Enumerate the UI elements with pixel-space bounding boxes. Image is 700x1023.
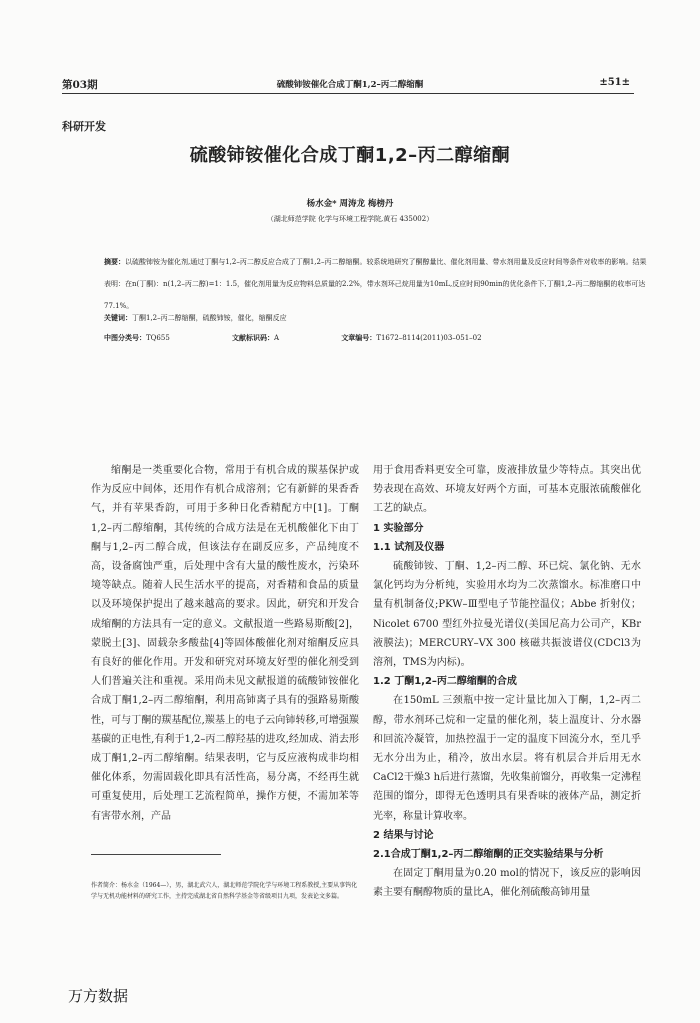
header-page-number: ±51± xyxy=(599,77,630,88)
abstract-label: 摘要： xyxy=(104,257,125,266)
affiliation: （湖北师范学院 化学与环境工程学院,黄石 435002） xyxy=(266,215,434,223)
intro-paragraph: 缩酮是一类重要化合物，常用于有机合成的羰基保护或作为反应中间体，还用作有机合成溶剂；它有新鲜的果香香气，并有苹果香韵，可用于多种日化香精配方中[1]。丁酮1,2–丙二醇缩酮，其传统的合成方法是在无机酸催化下由丁酮与1,2–丙二醇合成，但该法存在副反应多，产品纯度不高，设备腐蚀严重，后处理中含有大量的酸性废水，污染环境等缺点。随着人民生活水平的提高，对香精和食品的质量以及环境保护提出了越来越高的要求。因此，研究和开发合成缩酮的方法具有一定的意义。文献报道一些路易斯酸[2]，蒙脱土[3]、固载杂多酸盐[4]等固体酸催化剂对缩酮反应具有良好的催化作用。开发和研究对环境友好型的催化剂受到人们普遍关注和重视。采用尚未见文献报道的硫酸铈铵催化合成丁酮1,2–丙二醇缩酮，利用高铈离子具有的强路易斯酸性，可与丁酮的羰基配位,羰基上的电子云向铈转移,可增强羰基碳的正电性,有利于1,2–丙二醇羟基的进攻,经加成、消去形成丁酮1,2–丙二醇缩酮。结果表明，它与反应液构成非均相催化体系，勿需固载化即具有活性高，易分离，不经再生就可重复使用，后处理工艺流程简单，操作方便，不需加苯等有害带水剂，产品 xyxy=(91,465,359,822)
right-column xyxy=(373,461,641,903)
watermark: 万方数据 xyxy=(68,987,129,1005)
keywords xyxy=(104,313,287,323)
heading-reagents: 1.1 试剂及仪器 xyxy=(373,541,445,553)
doc-code: 文献标识码：A xyxy=(232,333,280,342)
header-running-title: 硫酸铈铵催化合成丁酮1,2–丙二醇缩酮 xyxy=(276,80,424,90)
keywords-label: 关键词： xyxy=(104,313,132,322)
paper-title: 硫酸铈铵催化合成丁酮1,2–丙二醇缩酮 xyxy=(189,145,511,166)
keywords-text: 丁酮1,2–丙二醇缩酮，硫酸铈铵，催化，缩酮反应 xyxy=(132,314,287,322)
classification: 中图分类号：TQ655 xyxy=(104,333,170,342)
heading-orthogonal: 2.1合成丁酮1,2–丙二醇缩酮的正交实验结果与分析 xyxy=(373,849,604,861)
header-rule xyxy=(62,93,634,94)
author-footnote: 作者简介：杨水金（1964—），男，湖北武穴人，湖北师范学院化学与环境工程系教授,主要从事钨化学与无机功能材料的研究工作，主持完成湖北省自然科学基金等省级项目九项，发表论文多篇。 xyxy=(91,882,358,900)
reagents-paragraph: 硫酸铈铵、丁酮、1,2–丙二醇、环已烷、氯化钠、无水氯化钙均为分析纯，实验用水均为二次蒸馏水。标准磨口中量有机制备仪;PKW–Ⅲ型电子节能控温仪；Abbe 折射仪；Nicolet 6700 型红外拉曼光谱仪(美国尼高力公司产，KBr液膜法)；MERCURY–VX 300 核磁共振波谱仪(CDCl3为溶剂，TMS为内标)。 xyxy=(373,561,641,669)
article-number: 文章编号：T1672–8114(2011)03–051–02 xyxy=(341,333,482,342)
meta-row xyxy=(104,333,542,343)
heading-synthesis: 1.2 丁酮1,2–丙二醇缩酮的合成 xyxy=(373,676,517,688)
heading-experimental: 1 实验部分 xyxy=(373,522,424,534)
intro-paragraph-continued: 用于食用香料更安全可靠，废液排放量少等特点。其突出优势表现在高效、环境友好两个方面，可基本克服浓硫酸催化工艺的缺点。 xyxy=(373,465,641,515)
orthogonal-paragraph: 在固定丁酮用量为0.20 mol的情况下，该反应的影响因素主要有酮醇物质的量比A，催化剂硫酸高铈用量 xyxy=(373,868,641,899)
abstract xyxy=(104,251,652,317)
authors: 杨水金* 周涛龙 梅榜丹 xyxy=(306,199,394,209)
left-column xyxy=(91,461,359,826)
heading-results: 2 结果与讨论 xyxy=(373,829,434,841)
footnote-rule xyxy=(91,854,221,855)
header-issue: 第03期 xyxy=(62,79,98,91)
abstract-text: 以硫酸铈铵为催化剂,通过丁酮与1,2–丙二醇反应合成了丁酮1,2–丙二醇缩酮。较系统地研究了酮醇量比、催化剂用量、带水剂用量及反应时间等条件对收率的影响。结果表明：在n(丁酮)：n(1,2–丙二醇)=1：1.5，催化剂用量为反应物料总质量的2.2%，带水剂环己烷用量为10mL,反应时间90min的优化条件下,丁酮1,2–丙二醇缩酮的收率可达77.1%。 xyxy=(104,258,647,310)
section-tag: 科研开发 xyxy=(62,120,106,133)
synthesis-paragraph: 在150mL 三颈瓶中按一定计量比加入丁酮，1,2–丙二醇，带水剂环己烷和一定量的催化剂，装上温度计、分水器和回流冷凝管，加热控温于一定的温度下回流分水，至几乎无水分出为止，稍冷，放出水层。将有机层合并后用无水CaCl2干燥3 h后进行蒸馏，先收集前馏分，再收集一定沸程范围的馏分，即得无色透明具有果香味的液体产品，测定折光率，称量计算收率。 xyxy=(373,695,641,822)
